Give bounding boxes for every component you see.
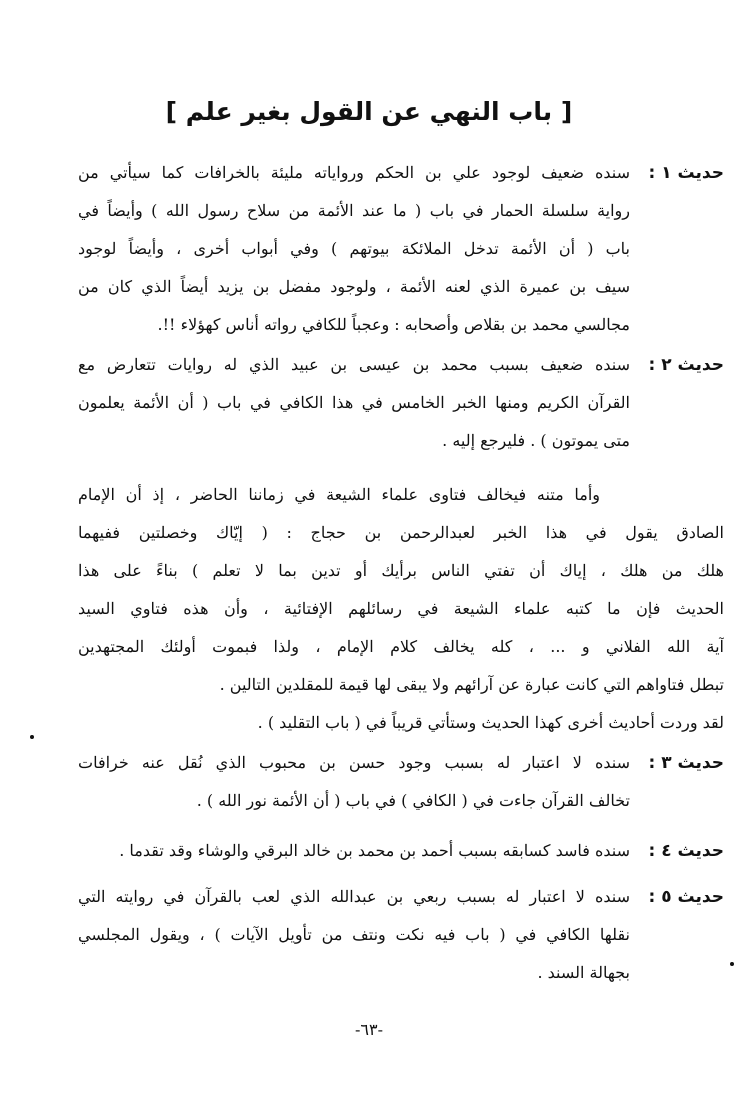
- text-line: متى يموتون ) . فليرجع إليه .: [442, 431, 630, 450]
- hadith-label: حديث ٥ :: [648, 887, 724, 907]
- text-line: باب ( أن الأئمة تدخل الملائكة بيوتهم ) وفي أبواب أخرى ، وأيضاً لوجود: [78, 239, 630, 258]
- text-line: نقلها الكافي في ( باب فيه نكت ونتف من تأويل الآيات ) ، ويقول المجلسي: [78, 925, 630, 944]
- hadith-1: [78, 154, 724, 344]
- text-line: آية الله الفلاني و ... ، كله يخالف كلام الإمام ، ولذا فبموت أولئك المجتهدين: [78, 637, 724, 656]
- text-line: الصادق يقول في هذا الخبر لعبدالرحمن بن حجاج : ( إيّاك وخصلتين ففيهما: [78, 523, 724, 542]
- hadith-body: [78, 744, 630, 820]
- hadith-body: [78, 878, 630, 992]
- text-line: سيف بن عميرة الذي لعنه الأئمة ، ولوجود مفضل بن يزيد أيضاً الذي كان من: [78, 277, 630, 296]
- page-number: -٦٣-: [355, 1020, 383, 1039]
- text-line: مجالسي محمد بن بقلاص وأصحابه : وعجباً للكافي رواته أناس كهؤلاء !!.: [157, 315, 630, 334]
- hadith-label: حديث ٢ :: [648, 355, 724, 375]
- scan-speck: [730, 962, 734, 966]
- text-line: وأما متنه فيخالف فتاوى علماء الشيعة في زماننا الحاضر ، إذ أن الإمام: [78, 485, 600, 504]
- hadith-body: [78, 346, 630, 460]
- text-line: تخالف القرآن جاءت في ( الكافي ) في باب ( أن الأئمة نور الله ) .: [196, 791, 630, 810]
- text-line: سنده ضعيف بسبب محمد بن عيسى بن عبيد الذي له روايات تتعارض مع: [78, 355, 630, 374]
- hadith-3: [78, 744, 724, 820]
- hadith-5: [78, 878, 724, 992]
- text-line: سنده لا اعتبار له بسبب ربعي بن عبدالله الذي لعب بالقرآن في روايته التي: [78, 887, 630, 906]
- text-line: سنده ضعيف لوجود علي بن الحكم ورواياته مليئة بالخرافات كما سيأتي من: [78, 163, 630, 182]
- text-line: هلك من هلك ، إياك أن تفتي الناس برأيك أو تدين بما لا تعلم ) بناءً على هذا: [78, 561, 724, 580]
- text-line: سنده فاسد كسابقه بسبب أحمد بن محمد بن خالد البرقي والوشاء وقد تقدما .: [119, 841, 630, 860]
- hadith-2: [78, 346, 724, 460]
- text-line: القرآن الكريم ومنها الخبر الخامس في هذا الكافي في باب ( أن الأئمة يعلمون: [78, 393, 630, 412]
- text-line: بجهالة السند .: [537, 963, 630, 982]
- text-line: سنده لا اعتبار له بسبب وجود حسن بن محبوب الذي نُقل عنه خرافات: [78, 753, 630, 772]
- text-line: لقد وردت أحاديث أخرى كهذا الحديث وستأتي قريباً في ( باب التقليد ) .: [257, 713, 724, 732]
- hadith-4: [78, 832, 724, 870]
- scan-speck: [30, 735, 34, 739]
- chapter-title: [ باب النهي عن القول بغير علم ]: [165, 97, 573, 126]
- hadith-2-commentary: [78, 476, 724, 742]
- hadith-body: [78, 154, 630, 344]
- hadith-label: حديث ٣ :: [648, 753, 724, 773]
- hadith-label: حديث ١ :: [648, 163, 724, 183]
- text-line: الحديث فإن ما كتبه علماء الشيعة في رسائلهم الإفتائية ، وأن هذه فتاوي السيد: [78, 599, 724, 618]
- text-line: رواية سلسلة الحمار في باب ( ما عند الأئمة من سلاح رسول الله ) وأيضاً في: [78, 201, 630, 220]
- hadith-label: حديث ٤ :: [648, 841, 724, 861]
- hadith-body: [78, 832, 630, 870]
- text-line: تبطل فتاواهم التي كانت عبارة عن آرائهم ولا يبقى لها قيمة للمقلدين التالين .: [219, 675, 724, 694]
